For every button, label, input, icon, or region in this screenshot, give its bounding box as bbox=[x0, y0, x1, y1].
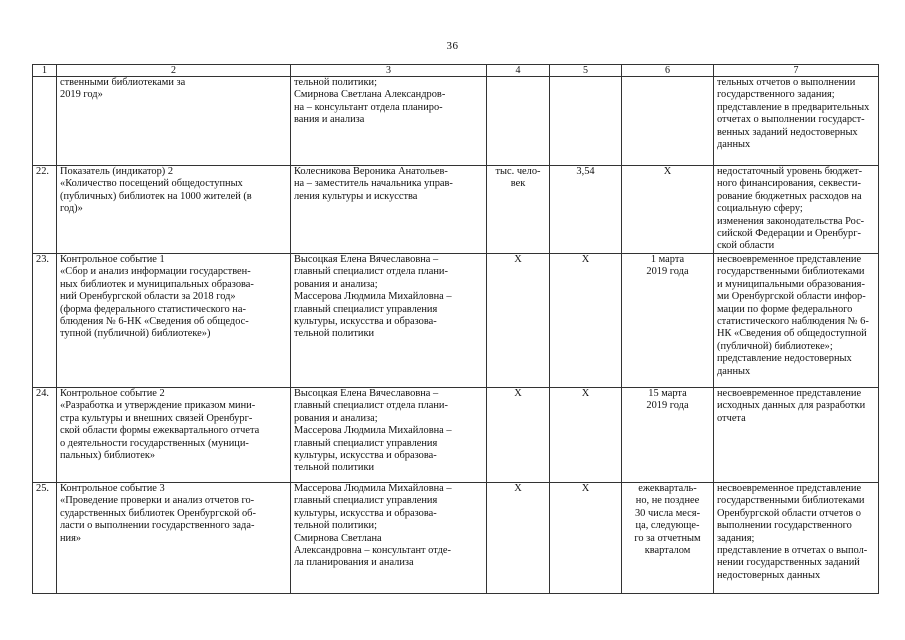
table-row bbox=[33, 483, 879, 594]
document-table bbox=[32, 64, 879, 594]
risks-cell: тельных отчетов о выполнении государственного задания; представление в предварительных отчетах о выполнении государст- венных заданий недостоверных данных bbox=[714, 77, 879, 166]
event-name: Контрольное событие 2 «Разработка и утверждение приказом мини- стра культуры и внешних связей Оренбург- ской области формы ежеквартального отчета о деятельности государственных (муници- пальных) библиотек» bbox=[57, 388, 291, 483]
page-number: 36 bbox=[446, 40, 459, 52]
value-cell: 3,54 bbox=[550, 166, 622, 254]
deadline-cell: Х bbox=[622, 166, 714, 254]
unit-cell: Х bbox=[487, 254, 550, 388]
column-header: 2 bbox=[57, 65, 291, 77]
unit-cell bbox=[487, 77, 550, 166]
risks-cell: несвоевременное представление исходных данных для разработки отчета bbox=[714, 388, 879, 483]
event-name: Контрольное событие 3 «Проведение проверки и анализ отчетов го- сударственных библиотек Оренбургской об- ласти о выполнении государственного зада- ния» bbox=[57, 483, 291, 594]
column-header: 4 bbox=[487, 65, 550, 77]
value-cell bbox=[550, 77, 622, 166]
column-number-row bbox=[33, 65, 879, 77]
risks-cell: недостаточный уровень бюджет- ного финансирования, секвести- рование бюджетных расходов на социальную сферу; изменения законодательства Рос- сийской Федерации и Оренбург- ской области bbox=[714, 166, 879, 254]
value-cell: Х bbox=[550, 254, 622, 388]
column-header: 7 bbox=[714, 65, 879, 77]
table-row bbox=[33, 166, 879, 254]
column-header: 6 bbox=[622, 65, 714, 77]
event-name: Контрольное событие 1 «Сбор и анализ информации государствен- ных библиотек и муниципальных образова- ний Оренбургской области за 2018 год» (форма федерального статистического на- блюдения № 6-НК «Сведения об общедос- тупной (публичной) библиотеке») bbox=[57, 254, 291, 388]
table-row bbox=[33, 77, 879, 166]
row-number: 22. bbox=[33, 166, 57, 254]
risks-cell: несвоевременное представление государственными библиотеками Оренбургской области отчетов о выполнении государственного задания; представление в отчетах о выпол- нении государственных заданий недостоверных данных bbox=[714, 483, 879, 594]
responsible-person: Колесникова Вероника Анатольев- на – заместитель начальника управ- ления культуры и искусства bbox=[291, 166, 487, 254]
value-cell: Х bbox=[550, 483, 622, 594]
responsible-person: Высоцкая Елена Вячеславовна – главный специалист отдела плани- рования и анализа; Массерова Людмила Михайловна – главный специалист управления культуры, искусства и образова- тельной политики bbox=[291, 254, 487, 388]
row-number: 23. bbox=[33, 254, 57, 388]
responsible-person: Высоцкая Елена Вячеславовна – главный специалист отдела плани- рования и анализа; Массерова Людмила Михайловна – главный специалист управления культуры, искусства и образова- тельной политики bbox=[291, 388, 487, 483]
responsible-person: тельной политики; Смирнова Светлана Александров- на – консультант отдела планиро- вания и анализа bbox=[291, 77, 487, 166]
deadline-cell: 15 марта 2019 года bbox=[622, 388, 714, 483]
event-name: ственными библиотеками за 2019 год» bbox=[57, 77, 291, 166]
risks-cell: несвоевременное представление государственными библиотеками и муниципальными образования- ми Оренбургской области инфор- мации по форме федерального статистического наблюдения № 6- НК «Сведения об общедоступной (публичной) библиотеке»; представление недостоверных данных bbox=[714, 254, 879, 388]
deadline-cell: ежекварталь- но, не позднее 30 числа меся- ца, следующе- го за отчетным кварталом bbox=[622, 483, 714, 594]
deadline-cell: 1 марта 2019 года bbox=[622, 254, 714, 388]
unit-cell: тыс. чело- век bbox=[487, 166, 550, 254]
unit-cell: Х bbox=[487, 483, 550, 594]
row-number: 24. bbox=[33, 388, 57, 483]
column-header: 5 bbox=[550, 65, 622, 77]
table-row bbox=[33, 388, 879, 483]
unit-cell: Х bbox=[487, 388, 550, 483]
column-header: 3 bbox=[291, 65, 487, 77]
deadline-cell bbox=[622, 77, 714, 166]
column-header: 1 bbox=[33, 65, 57, 77]
value-cell: Х bbox=[550, 388, 622, 483]
responsible-person: Массерова Людмила Михайловна – главный специалист управления культуры, искусства и образова- тельной политики; Смирнова Светлана Александровна – консультант отде- ла планирования и анализа bbox=[291, 483, 487, 594]
row-number bbox=[33, 77, 57, 166]
row-number: 25. bbox=[33, 483, 57, 594]
table-row bbox=[33, 254, 879, 388]
event-name: Показатель (индикатор) 2 «Количество посещений общедоступных (публичных) библиотек на 1000 жителей (в год)» bbox=[57, 166, 291, 254]
